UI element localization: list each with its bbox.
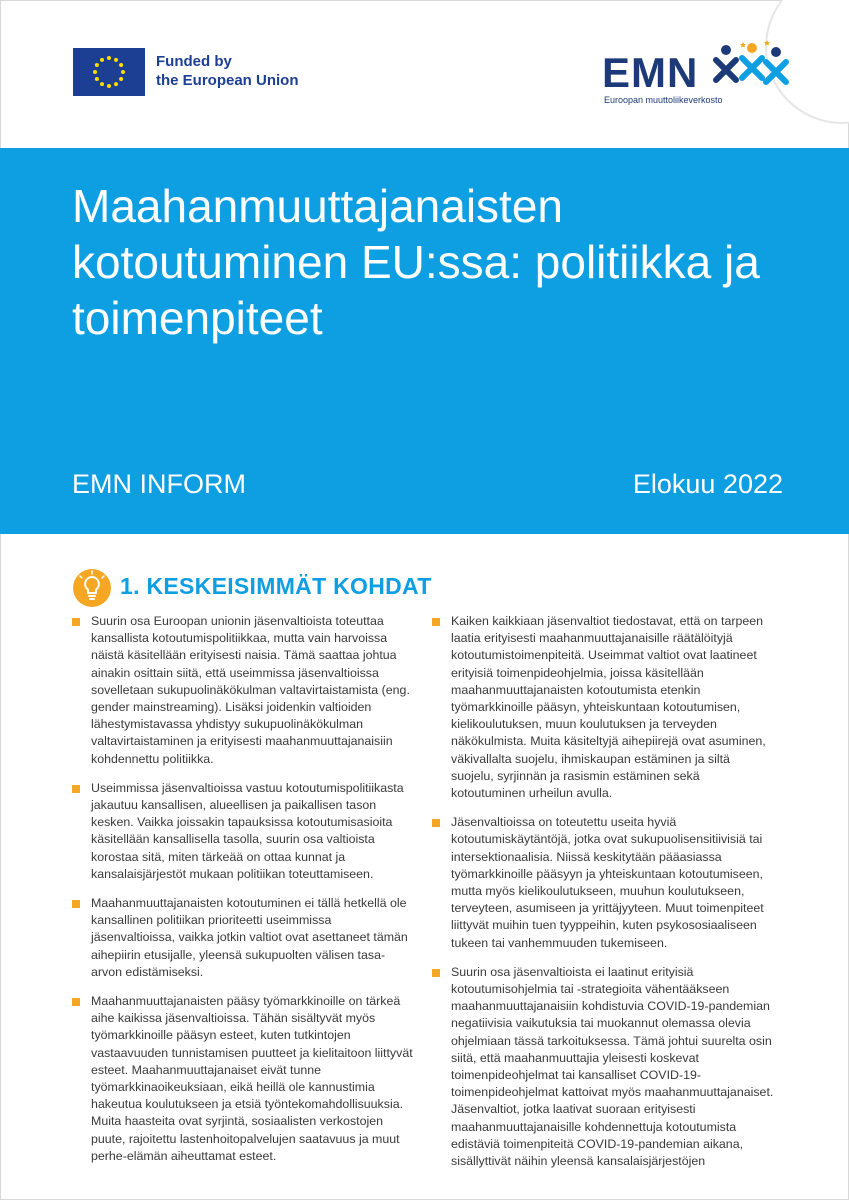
bullet-text: Suurin osa jäsenvaltioista ei laatinut erityisiä kotoutumisohjelmia tai -strategioita vähentääkseen maahanmuuttajanaisiin kohdistuvia COVID-19-pandemian negatiivisia vaikutuksia tai muokannut olemassa olevia ohjelmiaan tässä tarkoituksessa. Tämä johtui suurelta osin siitä, että maahanmuuttajia yleisesti koskevat toimenpideohjelmat tai kansalliset COVID-19-toimenpideohjelmat kattoivat myös maahanmuuttajanaiset. Jäsenvaltiot, jotka laativat suoraan erityisesti maahanmuuttajanaisille kohdennettuja kotoutumista edistäviä toimenpiteitä COVID-19-pandemian aikana, sisällyttivät näihin yleensä kansalaisjärjestöjen	[451, 964, 774, 1169]
bullet-marker	[72, 900, 80, 908]
eu-funding-text	[156, 52, 299, 90]
left-column	[72, 613, 414, 1177]
emn-subtitle: Euroopan muuttoliikeverkosto	[604, 95, 723, 105]
bullet-item	[432, 964, 774, 1170]
emn-people-icon	[712, 40, 792, 92]
bullet-item	[72, 895, 414, 981]
bullet-item	[72, 780, 414, 883]
eu-funding-line-2: the European Union	[156, 72, 299, 89]
bullet-marker	[72, 998, 80, 1006]
eu-flag-icon	[73, 48, 145, 96]
bullet-text: Useimmissa jäsenvaltioissa vastuu kotoutumispolitiikasta jakautuu kansallisen, alueellisen ja paikallisen tason kesken. Vaikka joissakin tapauksissa kotoutumisasioita käsitellään kansallisella tasolla, suurin osa valtioista korostaa sitä, miten tärkeää on ottaa kunnat ja kansalaisjärjestöt mukaan politiikan toteuttamiseen.	[91, 780, 404, 881]
lightbulb-icon	[72, 568, 112, 608]
bullet-marker	[72, 785, 80, 793]
bullet-marker	[432, 969, 440, 977]
series-label: EMN INFORM	[72, 469, 246, 499]
bullet-item	[72, 613, 414, 768]
bullet-marker	[432, 618, 440, 626]
bullet-marker	[72, 618, 80, 626]
publication-date: Elokuu 2022	[632, 469, 783, 499]
bullet-item	[432, 613, 774, 802]
eu-funding-line-1: Funded by	[156, 53, 232, 70]
emn-logo-word: EMN	[602, 49, 699, 96]
right-column	[432, 613, 774, 1182]
bullet-text: Suurin osa Euroopan unionin jäsenvaltioista toteuttaa kansallista kotoutumispolitiikkaa, mutta vain harvoissa näistä käsitellään erityisesti naisia. Tämä saattaa johtua ainakin osittain siitä, että useimmissa jäsenvaltioissa sovelletaan sukupuolinäkökulman valtavirtaistamista (eng. gender mainstreaming). Lisäksi joidenkin valtioiden lähestymistavassa yhdistyy sukupuolinäkökulman valtavirtaistaminen ja erityisesti maahanmuuttajanaisiin kohdennettu politiikka.	[91, 614, 410, 766]
section-heading: 1. KESKEISIMMÄT KOHDAT	[120, 573, 432, 599]
bullet-text: Maahanmuuttajanaisten pääsy työmarkkinoille on tärkeä aihe kaikissa jäsenvaltioissa. Tähän sisältyvät myös työmarkkinoille pääsyn esteet, kuten tutkintojen vastaavuuden tunnistamisen puutteet ja kielitaitoon liittyvät esteet. Maahanmuuttajanaiset eivät tunne työmarkkinaoikeuksiaan, eikä heillä ole kannustimia hakeutua koulutukseen ja etsiä työntekomahdollisuuksia. Muita haasteita ovat syrjintä, sosiaalisten verkostojen puute, rajoitettu lastenhoitopalvelujen saatavuus ja muut perhe-elämän aiheuttamat esteet.	[91, 994, 413, 1163]
document-title: Maahanmuuttajanaisten kotoutuminen EU:ssa: politiikka ja toimenpiteet	[72, 180, 760, 344]
title-banner	[0, 148, 849, 534]
bullet-item	[72, 993, 414, 1165]
bullet-text: Maahanmuuttajanaisten kotoutuminen ei tällä hetkellä ole kansallinen politiikan prioriteetti useimmissa jäsenvaltioissa, vaikka jotkin valtiot ovat asettaneet tämän aihepiirin etusijalle, yleensä sukupuolten välisen tasa-arvon edistämiseksi.	[91, 896, 408, 979]
bullet-marker	[432, 819, 440, 827]
bullet-text: Jäsenvaltioissa on toteutettu useita hyviä kotoutumiskäytäntöjä, jotka ovat sukupuolisensitiivisiä tai intersektionaalisia. Niissä keskitytään pääasiassa työmarkkinoille pääsyyn ja yhteiskuntaan kotoutumiseen, mutta myös kielikoulutukseen, muuhun koulutukseen, terveyteen, asumiseen ja yrittäjyyteen. Muut toimenpiteet liittyvät muihin tuen tyyppeihin, kuten psykososiaaliseen tukeen tai vanhemmuuden tukemiseen.	[451, 815, 764, 950]
emn-logo	[602, 40, 792, 115]
bullet-item	[432, 814, 774, 952]
bullet-text: Kaiken kaikkiaan jäsenvaltiot tiedostavat, että on tarpeen laatia erityisesti maahanmuuttajanaisille räätälöityjä kotoutumistoimenpiteitä. Useimmat valtiot ovat laatineet erityisiä toimenpideohjelmia, joissa käsitellään maahanmuuttajanaisten kotoutumista etenkin työmarkkinoille pääsyn, yhteiskuntaan kotoutumisen, kielikoulutuksen, muun koulutuksen ja terveyden näkökulmista. Muita käsiteltyjä aihepiirejä ovat asuminen, väkivallalta suojelu, ihmiskaupan estäminen ja siltä suojelu, syrjinnän ja rasismin estäminen sekä kotoutuminen urheilun avulla.	[451, 614, 766, 801]
